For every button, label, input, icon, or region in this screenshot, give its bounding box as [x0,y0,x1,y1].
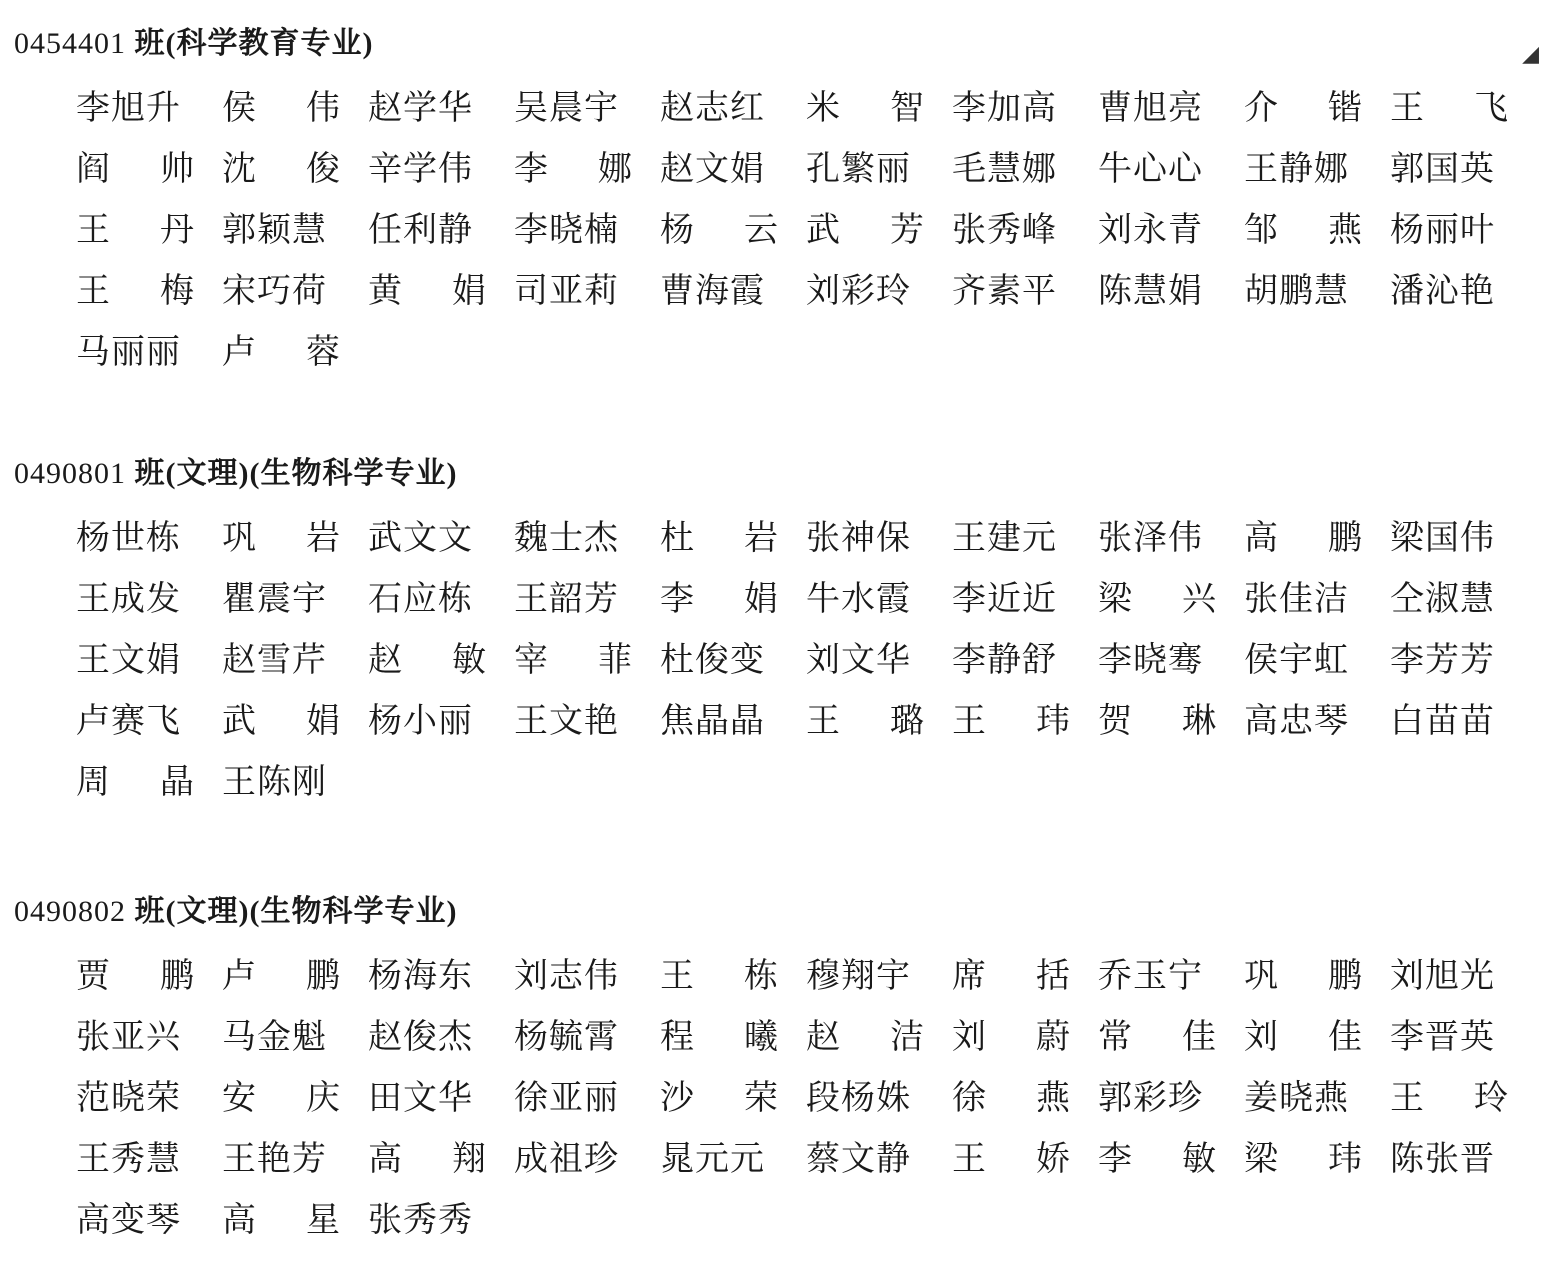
student-name [1098,575,1216,636]
name-char: 玮 [1328,1139,1362,1179]
name-char: 佳 [1328,1017,1362,1057]
class-section-0454401 [14,22,1524,389]
student-name: 杨世栋 [76,518,181,558]
name-char: 王 [76,210,110,250]
student-name [368,636,486,697]
student-name: 高变琴 [76,1200,181,1240]
name-char: 娇 [1036,1139,1070,1179]
student-name: 王文艳 [514,701,619,741]
name-char: 玲 [1474,1078,1508,1118]
student-name: 杜俊变 [660,640,765,680]
name-char: 晶 [160,762,194,802]
name-char: 王 [952,701,986,741]
corner-pen-mark: ◢ [1522,42,1539,67]
name-char: 邹 [1244,210,1278,250]
student-name: 张泽伟 [1098,518,1203,558]
student-name: 任利静 [368,210,473,250]
name-char: 翔 [452,1139,486,1179]
student-name: 李晓楠 [514,210,619,250]
student-name: 张秀峰 [952,210,1057,250]
student-name: 石应栋 [368,579,473,619]
name-char: 王 [1390,1078,1424,1118]
name-char: 贾 [76,956,110,996]
student-name: 张亚兴 [76,1017,181,1057]
student-name: 李芳芳 [1390,640,1495,680]
student-name [514,636,632,697]
name-char: 卢 [222,956,256,996]
student-name: 王陈刚 [222,762,327,802]
student-name: 武文文 [368,518,473,558]
student-name: 张神保 [806,518,911,558]
student-name: 刘永青 [1098,210,1203,250]
student-name [660,1074,778,1135]
student-name [1244,84,1362,145]
student-name [222,145,340,206]
name-char: 梅 [160,271,194,311]
student-name: 李加高 [952,88,1057,128]
name-char: 侯 [222,88,256,128]
student-name: 赵雪芹 [222,640,327,680]
student-name: 宋巧荷 [222,271,327,311]
student-name [660,206,778,267]
name-char: 芳 [890,210,924,250]
student-name: 李近近 [952,579,1057,619]
name-char: 菲 [598,640,632,680]
student-name [368,267,486,328]
class-section-0490801 [14,452,1524,819]
student-name: 刘彩玲 [806,271,911,311]
name-char: 梁 [1098,579,1132,619]
name-char: 李 [1098,1139,1132,1179]
student-name [1390,1074,1508,1135]
student-name [1244,514,1362,575]
student-name: 孔繁丽 [806,149,911,189]
student-name [222,1074,340,1135]
student-name [952,1074,1070,1135]
student-name [222,1196,340,1257]
student-name [660,1013,778,1074]
student-name: 李晋英 [1390,1017,1495,1057]
student-name: 齐素平 [952,271,1057,311]
name-char: 帅 [160,149,194,189]
student-name: 姜晓燕 [1244,1078,1349,1118]
name-char: 丹 [160,210,194,250]
name-char: 玮 [1036,701,1070,741]
student-name: 胡鹏慧 [1244,271,1349,311]
student-name: 梁国伟 [1390,518,1495,558]
student-name [76,758,194,819]
student-name: 卢赛飞 [76,701,181,741]
student-name: 马丽丽 [76,332,181,372]
student-name: 毛慧娜 [952,149,1057,189]
student-name: 刘志伟 [514,956,619,996]
student-name: 杨丽叶 [1390,210,1495,250]
student-name [514,145,632,206]
name-char: 娜 [598,149,632,189]
student-name [952,1135,1070,1196]
name-char: 王 [76,271,110,311]
student-name [1244,206,1362,267]
student-name: 杨毓霄 [514,1017,619,1057]
student-name: 赵俊杰 [368,1017,473,1057]
name-char: 常 [1098,1017,1132,1057]
name-char: 荣 [744,1078,778,1118]
student-name [222,514,340,575]
name-char: 蓉 [306,332,340,372]
name-char: 蔚 [1036,1017,1070,1057]
class-heading [14,22,1524,66]
student-name: 赵志红 [660,88,765,128]
student-name [1098,1013,1216,1074]
student-name [1098,697,1216,758]
name-char: 娟 [744,579,778,619]
student-name: 曹海霞 [660,271,765,311]
name-char: 王 [806,701,840,741]
class-label: 班(科学教育专业) [126,27,374,60]
class-section-0490802 [14,890,1524,1257]
name-char: 武 [222,701,256,741]
name-char: 宰 [514,640,548,680]
class-code: 0490801 [14,457,126,490]
name-char: 周 [76,762,110,802]
student-name: 张佳洁 [1244,579,1349,619]
student-name: 赵学华 [368,88,473,128]
student-name [806,697,924,758]
name-char: 锴 [1328,88,1362,128]
student-name: 成祖珍 [514,1139,619,1179]
name-char: 阎 [76,149,110,189]
name-char: 介 [1244,88,1278,128]
student-name: 马金魁 [222,1017,327,1057]
name-char: 高 [222,1200,256,1240]
class-code: 0454401 [14,27,126,60]
name-char: 沈 [222,149,256,189]
student-name: 李晓骞 [1098,640,1203,680]
student-name [952,697,1070,758]
student-name: 焦晶晶 [660,701,765,741]
student-name: 王韶芳 [514,579,619,619]
name-char: 星 [306,1200,340,1240]
student-name [76,145,194,206]
name-char: 飞 [1474,88,1508,128]
student-name: 陈张晋 [1390,1139,1495,1179]
name-char: 赵 [368,640,402,680]
student-name [222,952,340,1013]
name-char: 鹏 [1328,518,1362,558]
student-name: 田文华 [368,1078,473,1118]
student-name: 王文娟 [76,640,181,680]
student-name: 蔡文静 [806,1139,911,1179]
student-name: 潘沁艳 [1390,271,1495,311]
student-name [222,697,340,758]
name-char: 曦 [744,1017,778,1057]
name-char: 贺 [1098,701,1132,741]
student-name [1390,84,1508,145]
name-char: 武 [806,210,840,250]
student-name [76,952,194,1013]
name-char: 鹏 [1328,956,1362,996]
student-name [222,328,340,389]
name-char: 沙 [660,1078,694,1118]
name-char: 李 [660,579,694,619]
student-name: 张秀秀 [368,1200,473,1240]
student-name: 穆翔宇 [806,956,911,996]
student-name: 刘旭光 [1390,956,1495,996]
name-char: 席 [952,956,986,996]
student-name [806,84,924,145]
name-char: 王 [1390,88,1424,128]
student-name: 吴晨宇 [514,88,619,128]
student-name: 晁元元 [660,1139,765,1179]
student-name: 王静娜 [1244,149,1349,189]
student-name [1244,1013,1362,1074]
student-name: 牛水霞 [806,579,911,619]
student-name: 曹旭亮 [1098,88,1203,128]
name-char: 娟 [306,701,340,741]
name-char: 黄 [368,271,402,311]
name-char: 鹏 [160,956,194,996]
student-name: 侯宇虹 [1244,640,1349,680]
name-char: 洁 [890,1017,924,1057]
name-char: 岩 [744,518,778,558]
name-char: 庆 [306,1078,340,1118]
student-name: 王艳芳 [222,1139,327,1179]
student-name: 郭颖慧 [222,210,327,250]
name-char: 伟 [306,88,340,128]
student-name: 刘文华 [806,640,911,680]
class-label: 班(文理)(生物科学专业) [126,457,458,490]
name-char: 燕 [1036,1078,1070,1118]
student-name [222,84,340,145]
name-char: 云 [744,210,778,250]
name-char: 巩 [1244,956,1278,996]
student-name: 范晓荣 [76,1078,181,1118]
name-char: 高 [368,1139,402,1179]
student-name-grid [76,514,1524,819]
class-code: 0490802 [14,895,126,928]
name-char: 赵 [806,1017,840,1057]
name-char: 王 [660,956,694,996]
student-name [1244,952,1362,1013]
student-name: 牛心心 [1098,149,1203,189]
class-label: 班(文理)(生物科学专业) [126,895,458,928]
name-char: 巩 [222,518,256,558]
name-char: 鹏 [306,956,340,996]
name-char: 岩 [306,518,340,558]
student-name: 王成发 [76,579,181,619]
class-heading [14,890,1524,934]
student-name-grid [76,84,1524,389]
name-char: 琳 [1182,701,1216,741]
student-name [1098,1135,1216,1196]
student-name [806,206,924,267]
student-name [806,1013,924,1074]
student-name: 郭彩珍 [1098,1078,1203,1118]
name-char: 安 [222,1078,256,1118]
student-name [76,206,194,267]
name-char: 栋 [744,956,778,996]
student-name: 陈慧娟 [1098,271,1203,311]
student-name: 王秀慧 [76,1139,181,1179]
name-char: 徐 [952,1078,986,1118]
student-name: 瞿震宇 [222,579,327,619]
name-char: 杨 [660,210,694,250]
name-char: 燕 [1328,210,1362,250]
student-name [76,267,194,328]
name-char: 佳 [1182,1017,1216,1057]
student-name: 辛学伟 [368,149,473,189]
student-name-grid [76,952,1524,1257]
name-char: 娟 [452,271,486,311]
student-name: 杨小丽 [368,701,473,741]
student-name: 司亚莉 [514,271,619,311]
student-name [660,514,778,575]
student-name [952,1013,1070,1074]
name-char: 米 [806,88,840,128]
name-char: 璐 [890,701,924,741]
name-char: 程 [660,1017,694,1057]
name-char: 卢 [222,332,256,372]
name-char: 刘 [952,1017,986,1057]
student-name: 仝淑慧 [1390,579,1495,619]
name-char: 兴 [1182,579,1216,619]
student-name: 王建元 [952,518,1057,558]
student-name: 徐亚丽 [514,1078,619,1118]
name-char: 智 [890,88,924,128]
name-char: 俊 [306,149,340,189]
name-char: 括 [1036,956,1070,996]
student-name [660,575,778,636]
student-name [368,1135,486,1196]
student-name: 白苗苗 [1390,701,1495,741]
name-char: 高 [1244,518,1278,558]
name-char: 敏 [1182,1139,1216,1179]
student-name: 乔玉宁 [1098,956,1203,996]
student-name: 郭国英 [1390,149,1495,189]
student-name: 赵文娟 [660,149,765,189]
student-name: 高忠琴 [1244,701,1349,741]
student-name: 李旭升 [76,88,181,128]
student-name: 段杨姝 [806,1078,911,1118]
name-char: 敏 [452,640,486,680]
name-char: 刘 [1244,1017,1278,1057]
student-name: 李静舒 [952,640,1057,680]
student-name: 魏士杰 [514,518,619,558]
student-name [1244,1135,1362,1196]
student-name [660,952,778,1013]
name-char: 梁 [1244,1139,1278,1179]
class-heading [14,452,1524,496]
student-name [952,952,1070,1013]
name-char: 王 [952,1139,986,1179]
student-name: 杨海东 [368,956,473,996]
name-char: 李 [514,149,548,189]
name-char: 杜 [660,518,694,558]
